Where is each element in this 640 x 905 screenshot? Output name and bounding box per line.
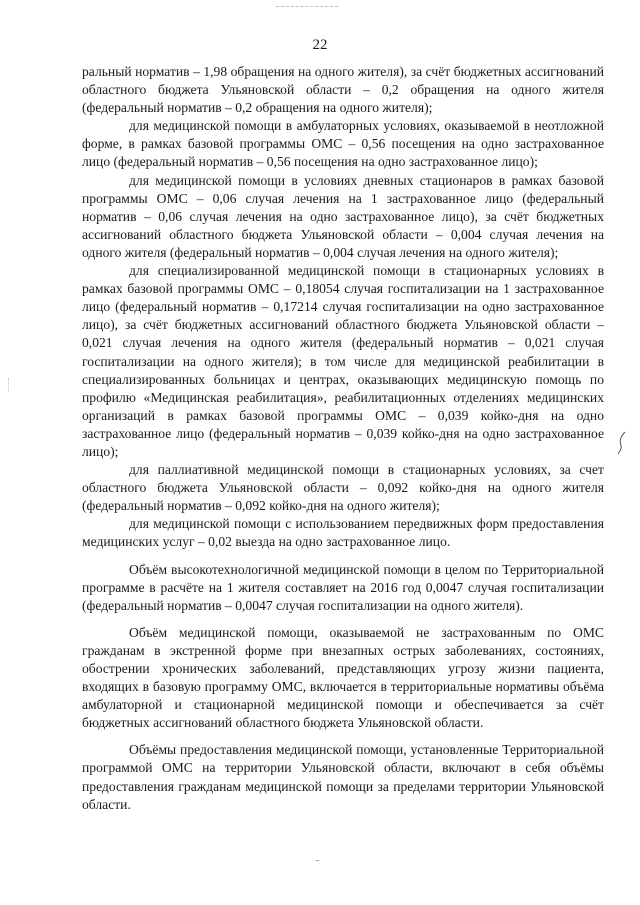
scan-footer-mark xyxy=(316,860,319,861)
paragraph-outpatient-visits-continued: ральный норматив – 1,98 обращения на одного жителя), за счёт бюджетных ассигнований областного бюджета Ульяновской области – 0,2 обращения на одного жителя (федеральный норматив – 0,2 обращения на одного жителя); xyxy=(82,64,604,116)
paragraph-mobile-services: для медицинской помощи с использованием передвижных форм предоставления медицинских услуг – 0,02 выезда на одно застрахованное лицо. xyxy=(82,516,604,550)
paragraph-day-hospital: для медицинской помощи в условиях дневных стационаров в рамках базовой программы ОМС – 0,06 случая лечения на 1 застрахованное лицо (федеральный норматив – 0,06 случая лечения на одно застрахованное лицо), за счёт бюджетных ассигнований областного бюджета Ульяновской области – 0,004 случая лечения на одного жителя (федеральный норматив – 0,004 случая лечения на одного жителя); xyxy=(82,172,604,260)
paragraph-high-tech-care: Объём высокотехнологичной медицинской помощи в целом по Территориальной программе в расчёте на 1 жителя составляет на 2016 год 0,0047 случая госпитализации (федеральный норматив – 0,0047 случая госпитализации на одного жителя). xyxy=(82,561,604,613)
paragraph-uninsured-emergency: Объём медицинской помощи, оказываемой не застрахованным по ОМС гражданам в экстренной форме при внезапных острых заболеваниях, состояниях, обострении хронических заболеваний, представляющих угрозу жизни пациента, входящих в базовую программу ОМС, включается в территориальные нормативы объёма амбулаторной и стационарной медицинской помощи и обеспечивается за счёт бюджетных ассигнований областного бюджета Ульяновской области. xyxy=(82,624,604,731)
scan-header-mark xyxy=(276,6,338,7)
paragraph-urgent-outpatient: для медицинской помощи в амбулаторных условиях, оказываемой в неотложной форме, в рамках базовой программы ОМС – 0,56 посещения на одно застрахованное лицо (федеральный норматив – 0,56 посещения на одно застрахованное лицо); xyxy=(82,118,604,170)
scan-margin-dots xyxy=(8,378,10,392)
paragraph-palliative-care: для паллиативной медицинской помощи в стационарных условиях, за счет областного бюджета Ульяновской области – 0,092 койко-дня на одного жителя (федеральный норматив – 0,092 койко-дня на одного жителя); xyxy=(82,462,604,514)
paragraph-care-outside-region: Объёмы предоставления медицинской помощи, установленные Территориальной программой ОМС на территории Ульяновской области, включают в себя объёмы предоставления гражданам медицинской помощи за пределами территории Ульяновской области. xyxy=(82,742,604,812)
handwritten-margin-mark xyxy=(616,430,628,456)
page-number: 22 xyxy=(312,37,328,53)
body-text xyxy=(82,63,604,814)
paragraph-specialized-inpatient: для специализированной медицинской помощи в стационарных условиях в рамках базовой программы ОМС – 0,18054 случая госпитализации на 1 застрахованное лицо (федеральный норматив – 0,17214 случая госпитализации на одно застрахованное лицо), за счёт бюджетных ассигнований областного бюджета Ульяновской области – 0,021 случая лечения на одного жителя (федеральный норматив – 0,021 случая госпитализации на одного жителя); в том числе для медицинской реабилитации в специализированных больницах и центрах, оказывающих медицинскую помощь по профилю «Медицинская реабилитация», реабилитационных отделениях медицинских организаций в рамках базовой программы ОМС – 0,039 койко-дня на одно застрахованное лицо (федеральный норматив – 0,039 койко-дня на одно застрахованное лицо); xyxy=(82,263,604,459)
